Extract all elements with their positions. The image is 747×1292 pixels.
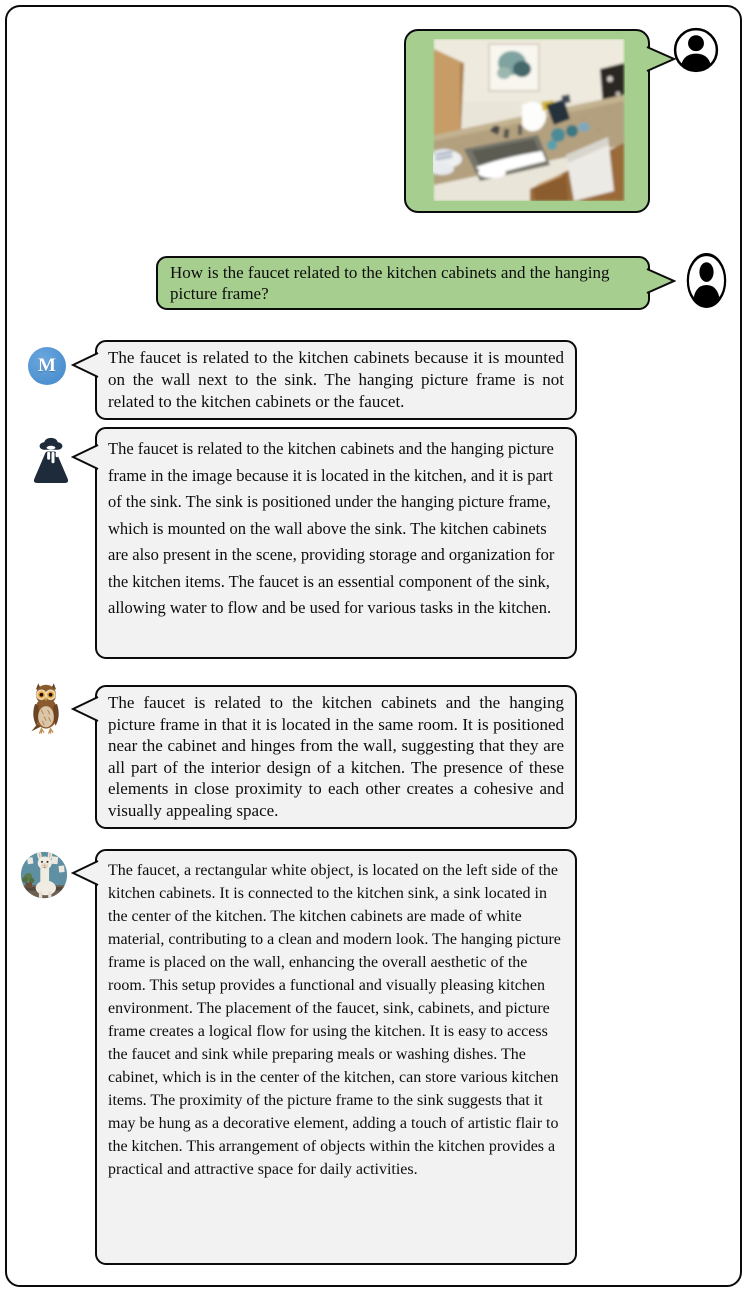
person-icon: [686, 252, 727, 309]
model-response-bubble-4: [95, 849, 577, 1265]
volcano-icon: [28, 437, 74, 486]
user-question-bubble: [156, 256, 650, 310]
model-response-text-4: The faucet, a rectangular white object, is located on the left side of the kitchen cabinets. It is connected to the kitchen sink, a sink located in the center of the kitchen. The kitchen cabinets are made of white material, contributing to a clean and modern look. The hanging picture frame is placed on the wall, enhancing the overall aesthetic of the room. This setup provides a functional and visually pleasing kitchen environment. The placement of the faucet, sink, cabinets, and picture frame creates a logical flow for using the kitchen. It is easy to access the faucet and sink while preparing meals or washing dishes. The cabinet, which is in the center of the kitchen, can store various kitchen items. The proximity of the picture frame to the sink suggests that it may be hung as a decorative element, adding a touch of artistic flair to the kitchen. This arrangement of objects within the kitchen provides a practical and attractive space for daily activities.: [108, 862, 561, 1178]
model-response-text-1: The faucet is related to the kitchen cabinets because it is mounted on the wall next to the sink. The hanging picture frame is not related to the kitchen cabinets or the faucet.: [108, 348, 564, 411]
model-response-bubble-2: [95, 427, 577, 659]
model-bubble-tail-1: [71, 352, 99, 378]
model-response-bubble-1: [95, 340, 577, 420]
user-image-bubble: [404, 29, 650, 213]
kitchen-scene-photo: [433, 39, 625, 201]
llama-avatar: [20, 851, 68, 899]
owl-icon: [25, 681, 67, 736]
m-badge-letter: M: [38, 355, 56, 376]
m-letter-badge: [28, 347, 66, 385]
person-icon: [673, 27, 719, 73]
kitchen-photo-illustration: [433, 39, 625, 201]
model-bubble-tail-2: [71, 444, 99, 470]
user-question-bubble-tail: [646, 268, 676, 294]
model-bubble-tail-3: [71, 696, 99, 722]
model-response-text-3: The faucet is related to the kitchen cabinets and the hanging picture frame in that it is located in the same room. It is positioned near the cabinet and hinges from the wall, suggesting that they are all part of the interior design of a kitchen. The presence of these elements in close proximity to each other creates a cohesive and visually appealing space.: [108, 693, 564, 820]
user-image-bubble-tail: [646, 46, 676, 72]
model-bubble-tail-4: [71, 860, 99, 886]
user-question-text: How is the faucet related to the kitchen cabinets and the hanging picture frame?: [170, 263, 610, 303]
model-response-bubble-3: [95, 685, 577, 829]
model-response-text-2: The faucet is related to the kitchen cabinets and the hanging picture frame in the image because it is located in the kitchen, and it is part of the sink. The sink is positioned under the hanging picture frame, which is mounted on the wall above the sink. The kitchen cabinets are also present in the scene, providing storage and organization for the kitchen items. The faucet is an essential component of the sink, allowing water to flow and be used for various tasks in the kitchen.: [108, 439, 555, 617]
